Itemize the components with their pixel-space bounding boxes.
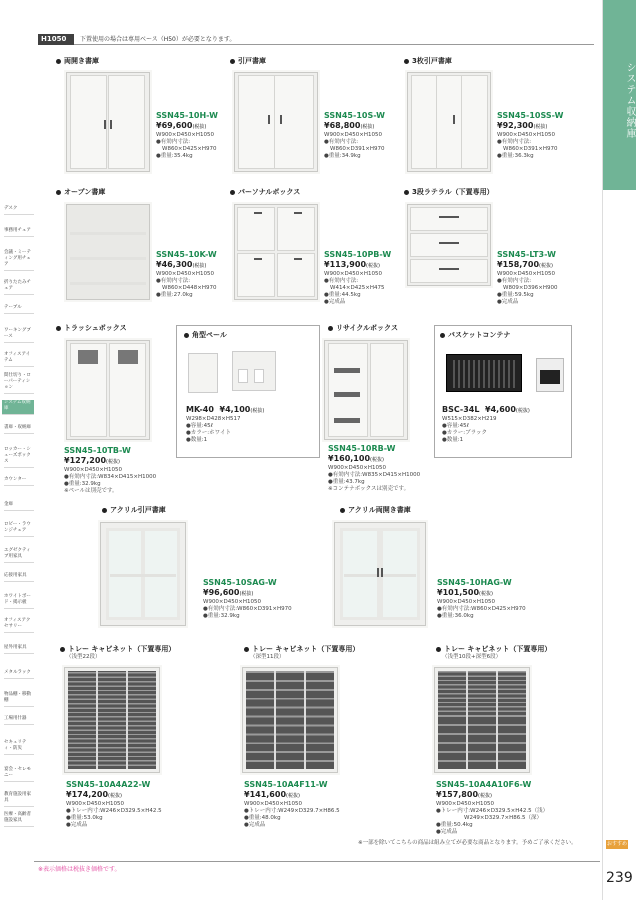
- assembly-note: ※一部を除いてこちらの商品は組み立てが必要な商品となります。予めご了承ください。: [358, 840, 577, 846]
- product-title: トレー キャビネット（下置専用）: [60, 644, 175, 654]
- bullet-icon: [102, 508, 107, 513]
- option-spec: BSC-34L ¥4,600(税抜) W515×D382×H219 ●容量:45ℓ ●カラー:ブラック ●数量:1: [442, 405, 530, 443]
- bullet-icon: [244, 647, 249, 652]
- sidebar-item-accessory[interactable]: オフィスアクセサリー: [4, 618, 34, 633]
- product-title: 引戸書庫: [230, 56, 266, 66]
- product-spec: SSN45-10RB-W ¥160,100(税抜) W900×D450×H1050 ●有効内寸法:W835×D415×H1000 ●重量:43.7kg ※コンテナボックスは別売です。: [328, 444, 421, 492]
- product-spec: SSN45-10A4A22-W ¥174,200(税抜) W900×D450×H1050 ●トレー内寸:W246×D329.5×H42.5 ●重量:53.0kg ●完成品: [66, 780, 162, 828]
- product-spec: SSN45-10SS-W ¥92,300(税抜) W900×D450×H1050 ●有効内寸法: W860×D391×H970 ●重量:36.3kg: [497, 111, 564, 159]
- option-image: [534, 352, 568, 396]
- sidebar-item-folding-chair[interactable]: 折りたたみチェア: [4, 280, 34, 295]
- product-spec: SSN45-LT3-W ¥158,700(税抜) W900×D450×H1050 ●有効内寸法: W809×D396×H900 ●重量:59.5kg ●完成品: [497, 250, 558, 305]
- sidebar-item-factory[interactable]: 工場用什器: [4, 716, 34, 725]
- footer-rule: [34, 861, 600, 862]
- price-footnote: ※表示価格は税抜き価格です。: [38, 866, 121, 873]
- product-spec: SSN45-10TB-W ¥127,200(税抜) W900×D450×H1050 ●有効内寸法:W834×D415×H1000 ●重量:32.9kg ※ペールは別売です。: [64, 446, 157, 494]
- bullet-icon: [56, 59, 61, 64]
- page-number: 239: [606, 870, 633, 886]
- product-title: 3段ラテラル（下置専用）: [404, 187, 494, 197]
- sidebar-item-meeting-chair[interactable]: 会議・ミーティング用チェア: [4, 250, 34, 271]
- sidebar-item-office-item[interactable]: オフィスアイテム: [4, 352, 34, 367]
- sidebar-item-table[interactable]: テーブル: [4, 305, 34, 314]
- product-image: [322, 338, 410, 442]
- product-image: [405, 70, 493, 174]
- option-image: [442, 346, 532, 398]
- product-subtitle: （浅型10段+深型6段）: [442, 654, 502, 660]
- option-title: バスケットコンテナ: [440, 330, 510, 340]
- header-note: 下置使用の場合は専用ベース（H50）が必要となります。: [80, 36, 236, 43]
- product-title: パーソナルボックス: [230, 187, 300, 197]
- product-spec: SSN45-10A4A10F6-W ¥157,800(税抜) W900×D450×H1050 ●トレー内寸:W246×D329.5×H42.5（浅） W249×D329.7×H86.5（深） ●重量:50.4kg ●完成品: [436, 780, 549, 835]
- bullet-icon: [60, 647, 65, 652]
- sidebar-item-banquet[interactable]: 宴会・セレモニー: [4, 767, 34, 782]
- sidebar-item-counter[interactable]: カウンター: [4, 477, 34, 486]
- sidebar-item-whiteboard[interactable]: ホワイトボード・掲示板: [4, 594, 34, 609]
- bullet-icon: [56, 190, 61, 195]
- category-sidebar: [602, 0, 636, 900]
- bullet-icon: [184, 333, 189, 338]
- sidebar-item-security[interactable]: セキュリティ・防災: [4, 740, 34, 755]
- sidebar-item-medical[interactable]: 医療・高齢者施設家具: [4, 812, 34, 827]
- product-image: [432, 665, 532, 775]
- sidebar-title: システム収納庫: [603, 0, 636, 190]
- product-image: [98, 520, 188, 628]
- product-image: [240, 665, 340, 775]
- sidebar-item-safe[interactable]: 金庫: [4, 502, 34, 511]
- series-badge: H1050: [38, 34, 74, 45]
- sidebar-item-working-booth[interactable]: ワーキングブース: [4, 328, 34, 343]
- option-image: [182, 345, 224, 395]
- product-image: [64, 70, 152, 174]
- product-subtitle: （深型11段）: [250, 654, 285, 660]
- product-spec: SSN45-10HAG-W ¥101,500(税抜) W900×D450×H1050 ●有効内寸法:W860×D425×H970 ●重量:36.0kg: [437, 578, 526, 619]
- sidebar-item-desk[interactable]: デスク: [4, 206, 34, 215]
- product-spec: SSN45-10SAG-W ¥96,600(税抜) W900×D450×H1050 ●有効内寸法:W860×D391×H970 ●重量:32.9kg: [203, 578, 292, 619]
- sidebar-item-metal-rack[interactable]: メタルラック: [4, 670, 34, 679]
- sidebar-item-shelf[interactable]: 物品棚・移動棚: [4, 692, 34, 707]
- product-spec: SSN45-10PB-W ¥113,900(税抜) W900×D450×H1050 ●有効内寸法: W414×D425×H475 ●重量:44.5kg ●完成品: [324, 250, 392, 305]
- option-spec: MK-40 ¥4,100(税抜) W298×D428×H517 ●容量:45ℓ ●カラー:ホワイト ●数量:1: [186, 405, 265, 443]
- bullet-icon: [230, 190, 235, 195]
- sidebar-item-partition[interactable]: 間仕切り・ローパーティション: [4, 373, 34, 394]
- product-image: [232, 202, 320, 302]
- product-image: [405, 202, 493, 288]
- product-spec: SSN45-10H-W ¥69,600(税抜) W900×D450×H1050 ●有効内寸法: W860×D425×H970 ●重量:35.4kg: [156, 111, 218, 159]
- bullet-icon: [436, 647, 441, 652]
- product-title: 3枚引戸書庫: [404, 56, 452, 66]
- product-spec: SSN45-10K-W ¥46,300(税抜) W900×D450×H1050 ●有効内寸法: W860×D448×H970 ●重量:27.0kg: [156, 250, 217, 298]
- product-title: トレー キャビネット（下置専用）: [436, 644, 551, 654]
- product-subtitle: （浅型22段）: [66, 654, 101, 660]
- product-image: [64, 202, 152, 302]
- product-title: オープン書庫: [56, 187, 105, 197]
- product-title: トレー キャビネット（下置専用）: [244, 644, 359, 654]
- header-rule: [74, 44, 594, 45]
- sidebar-item-executive[interactable]: エグゼクティブ用家具: [4, 548, 34, 563]
- product-image: [64, 338, 152, 442]
- product-image: [232, 70, 320, 174]
- sidebar-item-education[interactable]: 教育施設用家具: [4, 792, 34, 807]
- sidebar-item-system-storage[interactable]: システム収納庫: [2, 400, 34, 415]
- recommend-badge: おすすめ: [606, 841, 628, 847]
- bullet-icon: [56, 326, 61, 331]
- product-title: リサイクルボックス: [328, 323, 398, 333]
- product-image: [62, 665, 162, 775]
- product-title: アクリル引戸書庫: [102, 505, 166, 515]
- product-title: 両開き書庫: [56, 56, 99, 66]
- sidebar-item-locker[interactable]: ロッカー・シューズボックス: [4, 447, 34, 468]
- option-image: [228, 345, 282, 395]
- bullet-icon: [440, 333, 445, 338]
- option-title: 角型ペール: [184, 330, 227, 340]
- bullet-icon: [340, 508, 345, 513]
- product-title: トラッシュボックス: [56, 323, 127, 333]
- product-title: アクリル両開き書庫: [340, 505, 411, 515]
- product-image: [332, 520, 428, 628]
- sidebar-item-lobby-chair[interactable]: ロビー・ラウンジチェア: [4, 522, 34, 537]
- product-spec: SSN45-10A4F11-W ¥141,600(税抜) W900×D450×H1050 ●トレー内寸:W249×D329.7×H86.5 ●重量:48.0kg ●完成品: [244, 780, 340, 828]
- bullet-icon: [328, 326, 333, 331]
- sidebar-item-outdoor[interactable]: 屋外用家具: [4, 645, 34, 654]
- bullet-icon: [404, 190, 409, 195]
- product-spec: SSN45-10S-W ¥68,800(税抜) W900×D450×H1050 ●有効内寸法: W860×D391×H970 ●重量:34.9kg: [324, 111, 385, 159]
- bullet-icon: [230, 59, 235, 64]
- bullet-icon: [404, 59, 409, 64]
- sidebar-item-cabinet[interactable]: 書庫・収納庫: [4, 425, 34, 434]
- sidebar-item-reception[interactable]: 応接用家具: [4, 573, 34, 582]
- sidebar-item-office-chair[interactable]: 事務用チェア: [4, 228, 34, 237]
